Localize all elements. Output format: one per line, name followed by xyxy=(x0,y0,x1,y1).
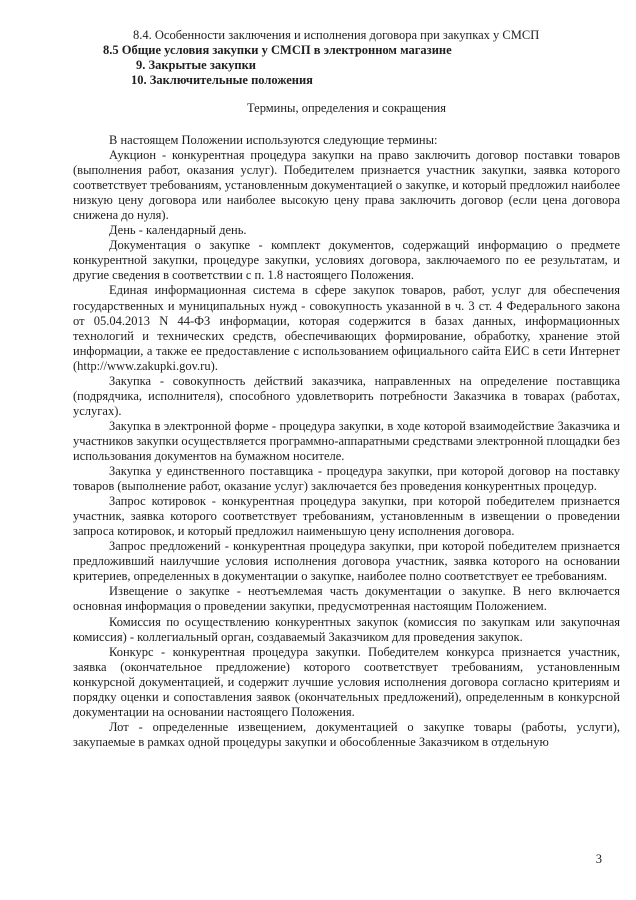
paragraph: В настоящем Положении используются следующие термины: xyxy=(109,133,438,147)
toc-list xyxy=(73,28,620,88)
paragraph: Закупка у единственного поставщика - процедура закупки, при которой договор на поставку товаров (выполнение работ, оказание услуг) заключается без проведения конкурентных процедур. xyxy=(73,464,620,494)
paragraph: Комиссия по осуществлению конкурентных закупок (комиссия по закупкам или закупочная комиссия) - коллегиальный орган, создаваемый Заказчиком для проведения закупок. xyxy=(73,614,620,644)
paragraph: Извещение о закупке - неотъемлемая часть документации о закупке. В него включается основная информация о проведении закупки, предусмотренная настоящим Положением. xyxy=(73,584,620,614)
paragraphs xyxy=(73,133,620,750)
section-heading: Термины, определения и сокращения xyxy=(246,101,446,115)
paragraph: Документация о закупке - комплект документов, содержащий информацию о предмете конкурентной закупки, процедуре закупки, условиях договора, заключаемого по ее результатам, и другие сведения в соответствии с п. 1.8 настоящего Положения. xyxy=(73,238,620,283)
toc-item: 10. Заключительные положения xyxy=(131,73,313,87)
document-content xyxy=(73,28,620,750)
toc-item: 8.5 Общие условия закупки у СМСП в электронном магазине xyxy=(103,43,452,57)
paragraph: День - календарный день. xyxy=(109,223,247,238)
page-number: 3 xyxy=(595,852,602,866)
paragraph: Закупка в электронной форме - процедура закупки, в ходе которой взаимодействие Заказчика и участников закупки осуществляется программно-аппаратными средствами электронной площадки без использования документов на бумажном носителе. xyxy=(73,418,620,463)
paragraph: Запрос котировок - конкурентная процедура закупки, при которой победителем признается участник, заявка которого соответствует требованиям, установленным в извещении о проведении запроса котировок, и который предложил наименьшую цену исполнения договора. xyxy=(73,494,620,539)
paragraph: Единая информационная система в сфере закупок товаров, работ, услуг для обеспечения государственных и муниципальных нужд - совокупность указанной в ч. 3 ст. 4 Федерального закона от 05.04.2013 N 44-ФЗ информации, которая содержится в базах данных, информационных технологий и технических средств, обеспечивающих формирование, обработку, хранение этой информации, а также ее предоставление с использованием официального сайта ЕИС в сети Интернет (http://www.zakupki.gov.ru). xyxy=(73,283,620,373)
paragraph: Аукцион - конкурентная процедура закупки на право заключить договор поставки товаров (выполнения работ, оказания услуг). Победителем признается участник закупки, заявка которого соответствует требованиям, установленным документацией о закупке, и который предложил наиболее низкую цену договора или наиболее высокую цену права заключить договор (если цена договора снижена до нуля). xyxy=(73,148,620,223)
paragraph: Конкурс - конкурентная процедура закупки. Победителем конкурса признается участник, заявка (окончательное предложение) которого соответствует требованиям, установленным конкурсной документацией, и содержит лучшие условия исполнения договора согласно критериям и порядку оценки и сопоставления заявок (окончательных предложений), определенным в конкурсной документации на основании настоящего Положения. xyxy=(73,644,620,719)
paragraph: Запрос предложений - конкурентная процедура закупки, при которой победителем признается предложивший наилучшие условия исполнения договора участник, заявка которого на основании критериев, определенных в документации о закупке, наиболее полно соответствует ее требованиям. xyxy=(73,539,620,584)
toc-item: 8.4. Особенности заключения и исполнения договора при закупках у СМСП xyxy=(133,28,540,42)
paragraph: Закупка - совокупность действий заказчика, направленных на определение поставщика (подрядчика, исполнителя), способного удовлетворить потребности Заказчика в товарах (работах, услугах). xyxy=(73,373,620,418)
toc-item: 9. Закрытые закупки xyxy=(136,58,256,72)
paragraph: Лот - определенные извещением, документацией о закупке товары (работы, услуги), закупаемые в рамках одной процедуры закупки и обособленные Заказчиком в отдельную xyxy=(73,719,620,749)
